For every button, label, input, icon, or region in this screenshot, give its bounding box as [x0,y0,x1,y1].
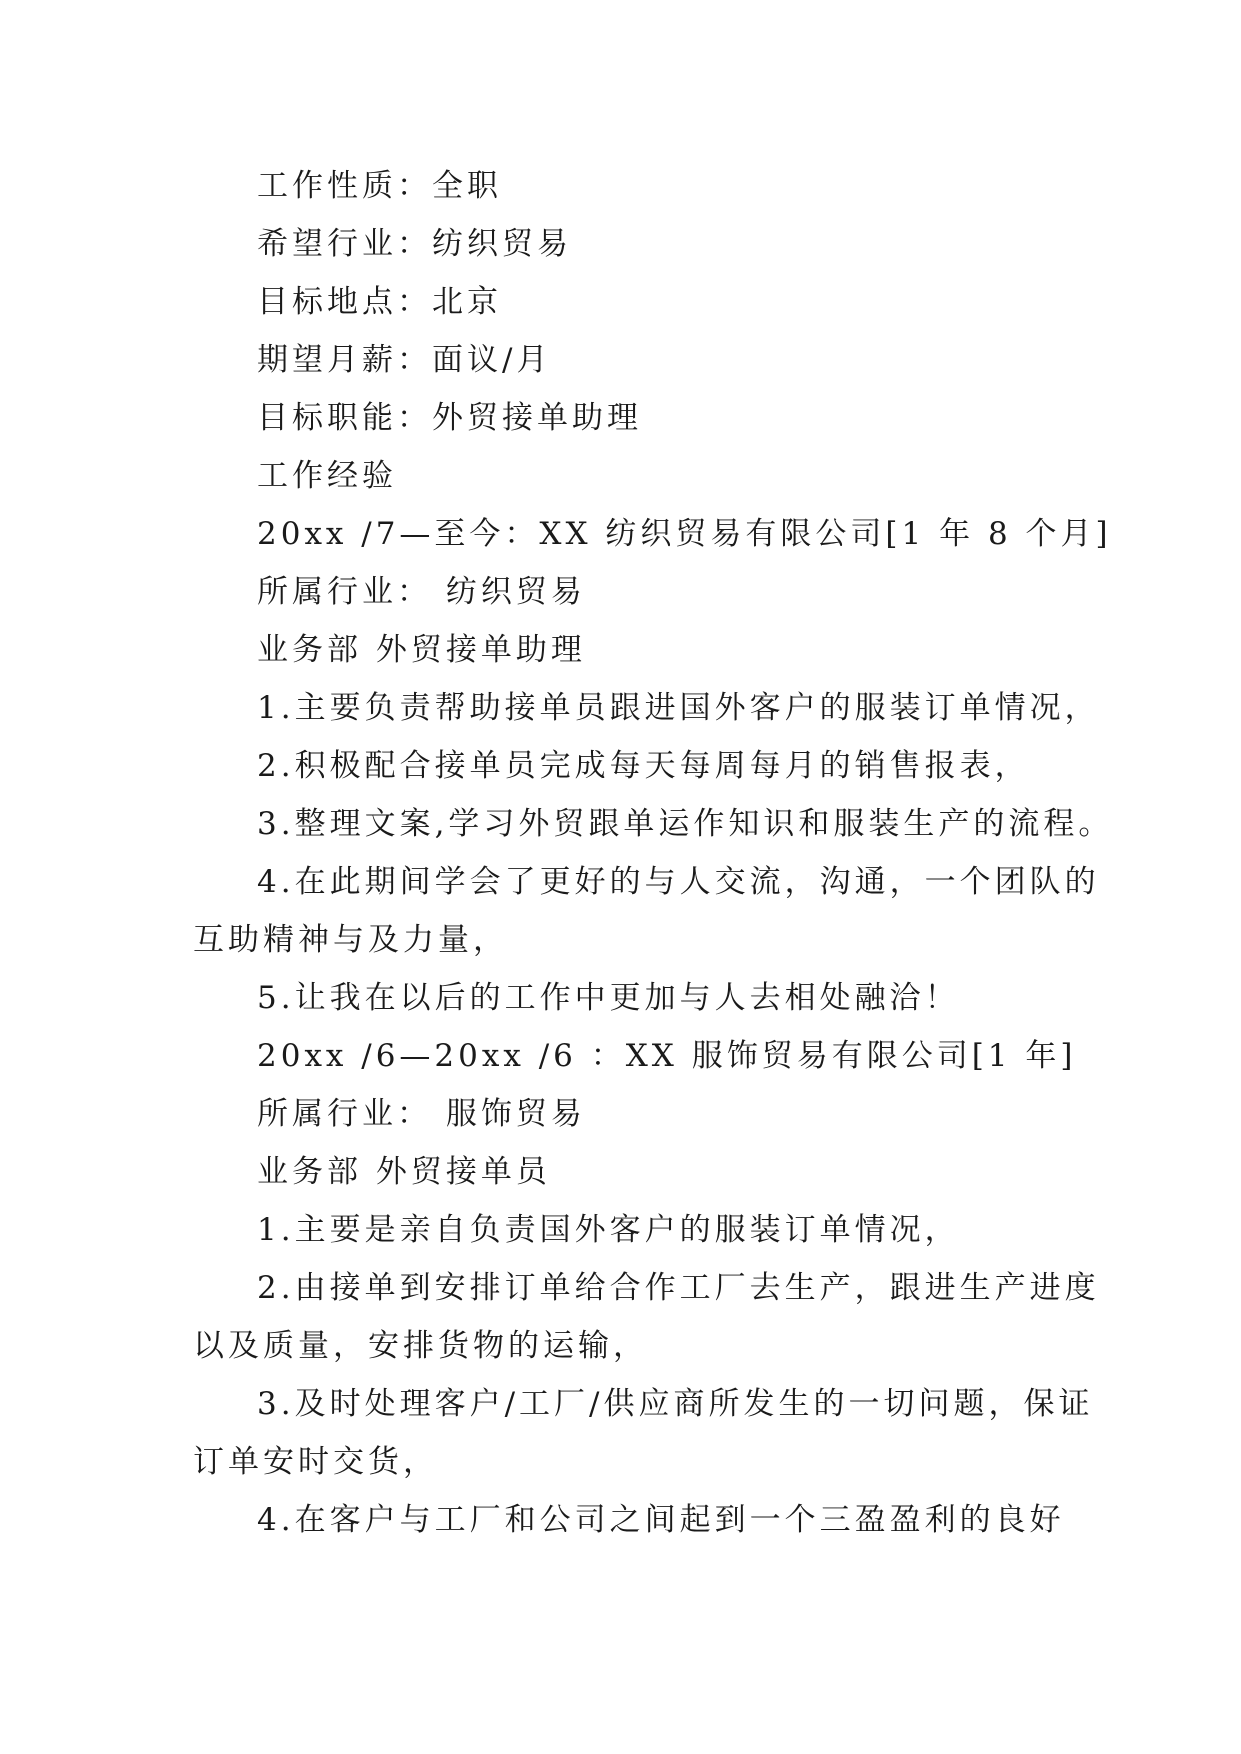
job-2-duty-item-continued: 以及质量，安排货物的运输， [193,1328,648,1364]
field-target-location: 目标地点：北京 [257,284,502,320]
job-2-duty-item-continued: 订单安时交货， [193,1444,438,1480]
job-2-period-company: 20xx /6—20xx /6 ：XX 服饰贸易有限公司[1 年] [257,1038,1077,1074]
job-2-duty-item: 1.主要是亲自负责国外客户的服装订单情况， [257,1212,960,1248]
job-2-industry: 所属行业： 服饰贸易 [257,1096,586,1132]
job-2-department-title: 业务部 外贸接单员 [257,1154,551,1190]
job-2-duty-item: 4.在客户与工厂和公司之间起到一个三盈盈利的良好 [257,1502,1065,1538]
job-1-duty-item: 4.在此期间学会了更好的与人交流，沟通，一个团队的 [257,864,1100,900]
job-1-duty-item-continued: 互助精神与及力量， [193,922,508,958]
job-2-duty-item: 2.由接单到安排订单给合作工厂去生产，跟进生产进度 [257,1270,1100,1306]
job-1-duty-item: 2.积极配合接单员完成每天每周每月的销售报表， [257,748,1030,784]
field-job-type: 工作性质：全职 [257,168,502,204]
job-2-duty-item: 3.及时处理客户/工厂/供应商所发生的一切问题，保证 [257,1386,1094,1422]
field-target-function: 目标职能：外贸接单助理 [257,400,642,436]
job-1-industry: 所属行业： 纺织贸易 [257,574,586,610]
job-1-duty-item: 3.整理文案,学习外贸跟单运作知识和服装生产的流程。 [257,806,1114,842]
field-desired-industry: 希望行业：纺织贸易 [257,226,572,262]
job-1-period-company: 20xx /7—至今：XX 纺织贸易有限公司[1 年 8 个月] [257,516,1112,552]
section-heading-work-experience: 工作经验 [257,458,397,494]
job-1-duty-item: 5.让我在以后的工作中更加与人去相处融洽！ [257,980,960,1016]
job-1-department-title: 业务部 外贸接单助理 [257,632,586,668]
field-expected-salary: 期望月薪：面议/月 [257,342,552,378]
job-1-duty-item: 1.主要负责帮助接单员跟进国外客户的服装订单情况， [257,690,1100,726]
